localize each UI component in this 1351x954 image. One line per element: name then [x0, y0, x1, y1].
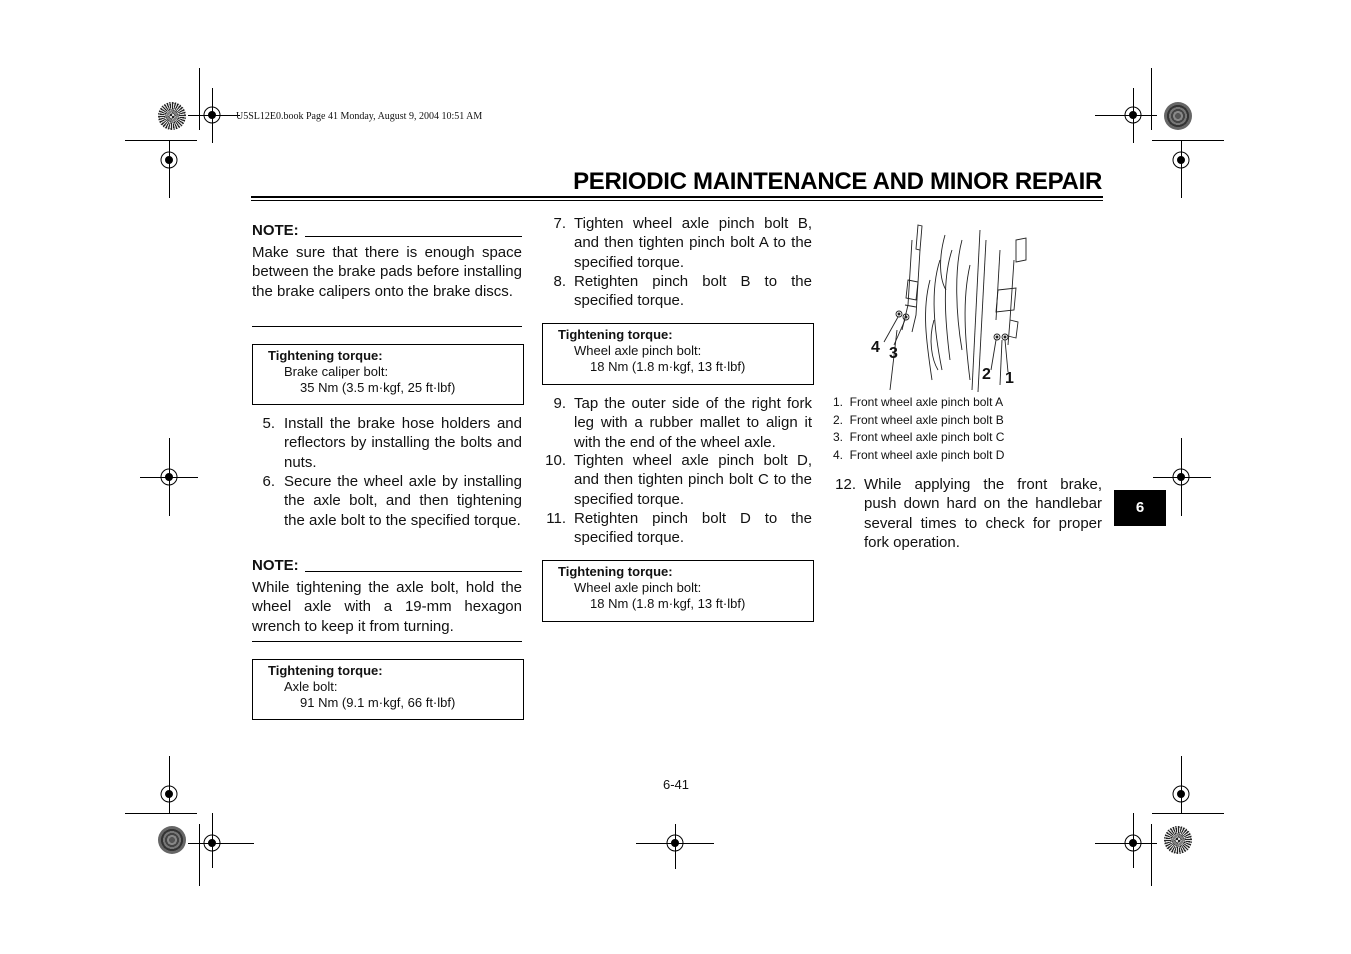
torque-box-brake-caliper	[252, 344, 524, 405]
torque-item: Brake caliper bolt:	[284, 364, 389, 379]
torque-box-pinch-bolt	[542, 323, 814, 385]
step-number: 5.	[262, 415, 275, 432]
list-item	[542, 272, 812, 312]
torque-heading: Tightening torque:	[268, 663, 383, 678]
title-rule	[251, 196, 1103, 198]
list-item	[252, 472, 522, 552]
note-end-rule	[252, 641, 522, 642]
list-item	[832, 475, 1102, 555]
step-number: 11.	[546, 510, 566, 527]
step-text: Tighten wheel axle pinch bolt D, and then tighten pinch bolt C to the specified torque.	[574, 452, 812, 508]
figure-label-1: 1	[1005, 370, 1014, 387]
step-text: Secure the wheel axle by installing the axle bolt, and then tightening the axle bolt to the specified torque.	[284, 473, 522, 529]
torque-heading: Tightening torque:	[558, 564, 673, 579]
figure-label-2: 2	[982, 366, 991, 383]
step-text: Install the brake hose holders and reflectors by installing the bolts and nuts.	[284, 415, 522, 471]
caption-item: 2. Front wheel axle pinch bolt B	[833, 412, 1004, 427]
note-text: Make sure that there is enough space between the brake pads before installing the brake calipers onto the brake discs.	[252, 244, 522, 300]
torque-value: 91 Nm (9.1 m·kgf, 66 ft·lbf)	[300, 695, 456, 710]
figure-caption-list	[833, 394, 1093, 465]
file-info: U5SL12E0.book Page 41 Monday, August 9, 2004 10:51 AM	[236, 111, 483, 122]
section-tab: 6	[1114, 490, 1166, 526]
caption-item: 3. Front wheel axle pinch bolt C	[833, 430, 1005, 445]
step-number: 7.	[553, 215, 566, 232]
figure-label-4: 4	[871, 339, 880, 356]
list-item	[542, 394, 812, 454]
list-item	[542, 509, 812, 549]
torque-box-pinch-bolt-2	[542, 560, 814, 622]
page-number: 6-41	[663, 777, 690, 792]
note-rule	[305, 571, 522, 572]
torque-value: 18 Nm (1.8 m·kgf, 13 ft·lbf)	[590, 359, 746, 374]
torque-item: Axle bolt:	[284, 679, 338, 694]
list-item	[542, 451, 812, 511]
color-target-bottom-right	[1164, 826, 1192, 854]
step-number: 9.	[553, 395, 566, 412]
fork-pinch-bolt-illustration	[850, 220, 1050, 395]
note-rule	[305, 236, 522, 237]
step-text: Retighten pinch bolt D to the specified torque.	[574, 510, 812, 547]
caption-item: 1. Front wheel axle pinch bolt A	[833, 395, 1004, 409]
note-label: NOTE:	[252, 557, 299, 574]
step-number: 6.	[262, 473, 275, 490]
torque-box-axle-bolt	[252, 659, 524, 720]
torque-heading: Tightening torque:	[558, 327, 673, 342]
list-item	[542, 214, 812, 274]
note-end-rule	[252, 326, 522, 327]
step-text: Tighten wheel axle pinch bolt B, and then tighten pinch bolt A to the specified torque.	[574, 215, 812, 271]
step-text: While applying the front brake, push down hard on the handlebar several times to check for proper fork operation.	[864, 476, 1102, 551]
list-item	[252, 414, 522, 474]
caption-item: 4. Front wheel axle pinch bolt D	[833, 448, 1005, 463]
step-text: Retighten pinch bolt B to the specified torque.	[574, 273, 812, 310]
color-target-bottom-left	[158, 826, 186, 854]
torque-value: 35 Nm (3.5 m·kgf, 25 ft·lbf)	[300, 380, 456, 395]
torque-value: 18 Nm (1.8 m·kgf, 13 ft·lbf)	[590, 596, 746, 611]
step-number: 10.	[545, 452, 566, 469]
step-text: Tap the outer side of the right fork leg with a rubber mallet to align it with the end of the wheel axle.	[574, 395, 812, 451]
color-target-top-left	[158, 102, 186, 130]
note-text: While tightening the axle bolt, hold the wheel axle with a 19-mm hexagon wrench to keep it from turning.	[252, 579, 522, 635]
color-target-top-right	[1164, 102, 1192, 130]
step-number: 12.	[835, 476, 856, 493]
torque-item: Wheel axle pinch bolt:	[574, 343, 702, 358]
figure-label-3: 3	[889, 345, 898, 362]
step-number: 8.	[553, 273, 566, 290]
torque-heading: Tightening torque:	[268, 348, 383, 363]
page-title: PERIODIC MAINTENANCE AND MINOR REPAIR	[573, 168, 1102, 195]
note-label: NOTE:	[252, 222, 299, 239]
torque-item: Wheel axle pinch bolt:	[574, 580, 702, 595]
title-rule-thin	[251, 200, 1103, 201]
